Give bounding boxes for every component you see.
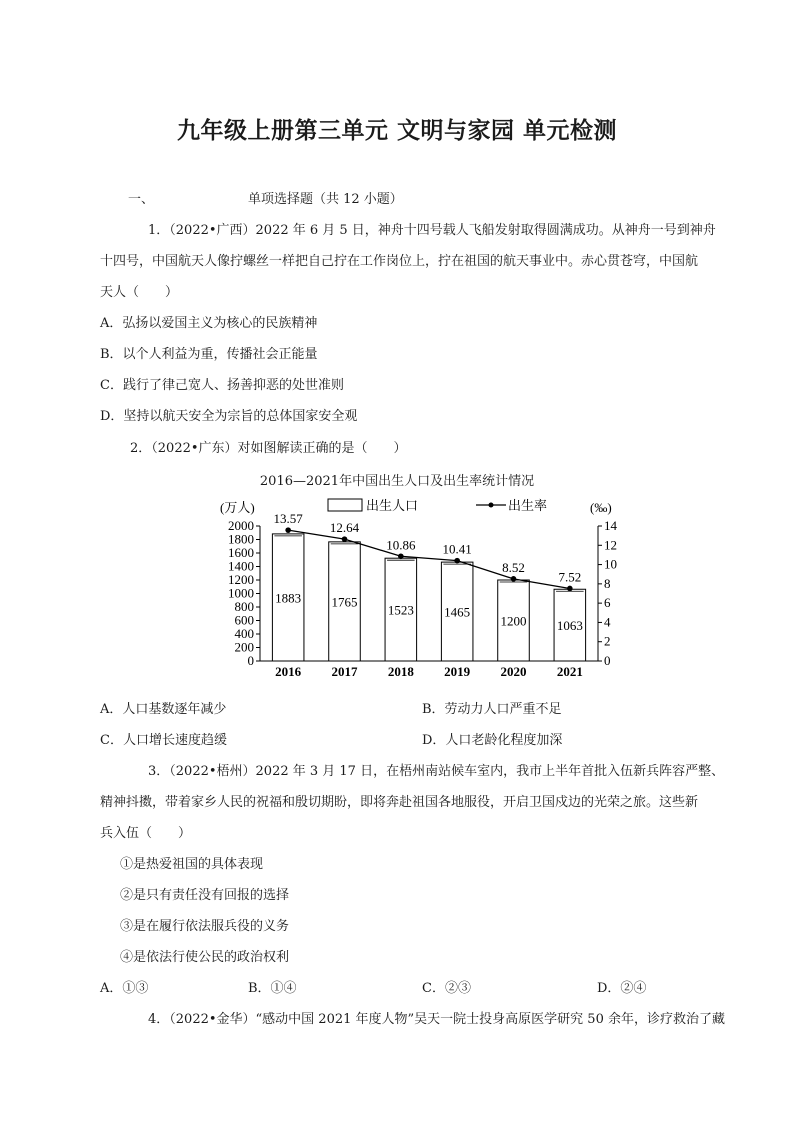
y2-tick-label: 8 bbox=[604, 575, 611, 591]
rate-point bbox=[342, 536, 348, 542]
y-tick-label: 600 bbox=[234, 612, 254, 628]
rate-point bbox=[285, 527, 291, 533]
q3-line-3: 兵入伍（ ） bbox=[100, 826, 192, 841]
rate-value-label: 10.41 bbox=[442, 541, 472, 557]
rate-point bbox=[511, 576, 517, 582]
bar-value-label: 1200 bbox=[500, 613, 527, 629]
q1-line-3: 天人（ ） bbox=[100, 285, 179, 300]
section-number: 一、 bbox=[128, 192, 155, 207]
y-tick-label: 1600 bbox=[228, 545, 254, 560]
y2-tick-label: 0 bbox=[604, 653, 611, 668]
y2-axis-label: (‰) bbox=[590, 500, 612, 515]
q3-statement-4: ④是依法行使公民的政治权利 bbox=[120, 950, 290, 965]
q3-statement-2: ②是只有责任没有回报的选择 bbox=[120, 888, 290, 903]
section-label: 单项选择题（共 12 小题） bbox=[248, 192, 403, 207]
q1-line-1: 1．（2022•广西）2022 年 6 月 5 日，神舟十四号载人飞船发射取得圆满成功。从神舟一号到神舟 bbox=[148, 223, 716, 238]
page-title: 九年级上册第三单元 文明与家园 单元检测 bbox=[176, 118, 617, 144]
bar-value-label: 1523 bbox=[387, 602, 414, 618]
bar-value-label: 1063 bbox=[556, 618, 583, 634]
q3-option-d: D．②④ bbox=[597, 981, 647, 996]
y-axis-label: (万人) bbox=[220, 500, 255, 515]
q3-statement-3: ③是在履行依法服兵役的义务 bbox=[120, 919, 290, 934]
y-tick-label: 1800 bbox=[228, 531, 254, 547]
y2-tick-label: 6 bbox=[604, 595, 611, 611]
rate-value-label: 8.52 bbox=[502, 559, 525, 575]
y-tick-label: 200 bbox=[234, 639, 254, 655]
bar-value-label: 1883 bbox=[275, 590, 302, 606]
q3-statement-1: ①是热爱祖国的具体表现 bbox=[120, 857, 264, 872]
q3-line-1: 3．（2022•梧州）2022 年 3 月 17 日，在梧州南站候车室内，我市上半年首批入伍新兵阵容严整、 bbox=[148, 764, 725, 779]
q3-option-b: B．①④ bbox=[248, 981, 297, 996]
q1-option-a: A．弘扬以爱国主义为核心的民族精神 bbox=[100, 316, 318, 331]
y-tick-label: 1000 bbox=[228, 585, 254, 601]
rate-value-label: 10.86 bbox=[386, 537, 416, 553]
bar-value-label: 1465 bbox=[444, 604, 471, 620]
q1-option-b: B．以个人利益为重，传播社会正能量 bbox=[100, 347, 318, 362]
x-tick-label: 2021 bbox=[556, 664, 583, 679]
q3-line-2: 精神抖擞，带着家乡人民的祝福和殷切期盼，即将奔赴祖国各地服役，开启卫国戍边的光荣之旅。这些新 bbox=[100, 795, 699, 810]
y2-tick-label: 2 bbox=[604, 633, 611, 649]
y2-tick-label: 12 bbox=[604, 537, 617, 553]
birth-chart bbox=[216, 492, 636, 684]
bar-value-label: 1765 bbox=[331, 594, 358, 610]
q1-option-c: C．践行了律己宽人、扬善抑恶的处世准则 bbox=[100, 378, 344, 393]
q4-line-1: 4．（2022•金华）“感动中国 2021 年度人物”吴天一院士投身高原医学研究 50 余年，诊疗救治了藏 bbox=[148, 1012, 725, 1027]
x-tick-label: 2017 bbox=[331, 664, 358, 679]
rate-value-label: 13.57 bbox=[273, 511, 303, 527]
x-tick-label: 2019 bbox=[444, 664, 471, 679]
q2-option-d: D．人口老龄化程度加深 bbox=[422, 733, 563, 748]
x-tick-label: 2016 bbox=[275, 664, 302, 679]
chart-title: 2016—2021年中国出生人口及出生率统计情况 bbox=[259, 474, 535, 489]
y-tick-label: 0 bbox=[247, 653, 254, 668]
x-tick-label: 2020 bbox=[500, 664, 527, 679]
legend-line-marker bbox=[489, 503, 494, 508]
q2-stem: 2．（2022•广东）对如图解读正确的是（ ） bbox=[130, 441, 407, 456]
q2-option-a: A．人口基数逐年减少 bbox=[100, 702, 227, 717]
q3-option-a: A．①③ bbox=[100, 981, 149, 996]
y2-tick-label: 4 bbox=[604, 614, 611, 630]
y2-tick-label: 10 bbox=[604, 556, 617, 572]
rate-point bbox=[454, 558, 460, 564]
legend-bar-label: 出生人口 bbox=[366, 498, 419, 513]
q3-option-c: C．②③ bbox=[422, 981, 471, 996]
rate-value-label: 7.52 bbox=[558, 569, 582, 585]
q2-option-c: C．人口增长速度趋缓 bbox=[100, 733, 227, 748]
y-tick-label: 800 bbox=[234, 599, 254, 614]
y2-tick-label: 14 bbox=[604, 518, 617, 533]
q2-option-b: B．劳动力人口严重不足 bbox=[422, 702, 562, 717]
q1-option-d: D．坚持以航天安全为宗旨的总体国家安全观 bbox=[100, 409, 358, 424]
rate-point bbox=[398, 553, 404, 559]
rate-value-label: 12.64 bbox=[329, 520, 360, 536]
legend-line-label: 出生率 bbox=[508, 498, 548, 513]
y-tick-label: 2000 bbox=[228, 518, 254, 533]
y-tick-label: 400 bbox=[234, 626, 254, 641]
legend-bar-swatch bbox=[328, 499, 362, 511]
q1-line-2: 十四号，中国航天人像拧螺丝一样把自己拧在工作岗位上，拧在祖国的航天事业中。赤心贯苍穹，中国航 bbox=[100, 254, 699, 269]
x-tick-label: 2018 bbox=[387, 664, 414, 679]
rate-point bbox=[567, 586, 573, 592]
y-tick-label: 1400 bbox=[228, 558, 254, 574]
y-tick-label: 1200 bbox=[228, 572, 254, 587]
